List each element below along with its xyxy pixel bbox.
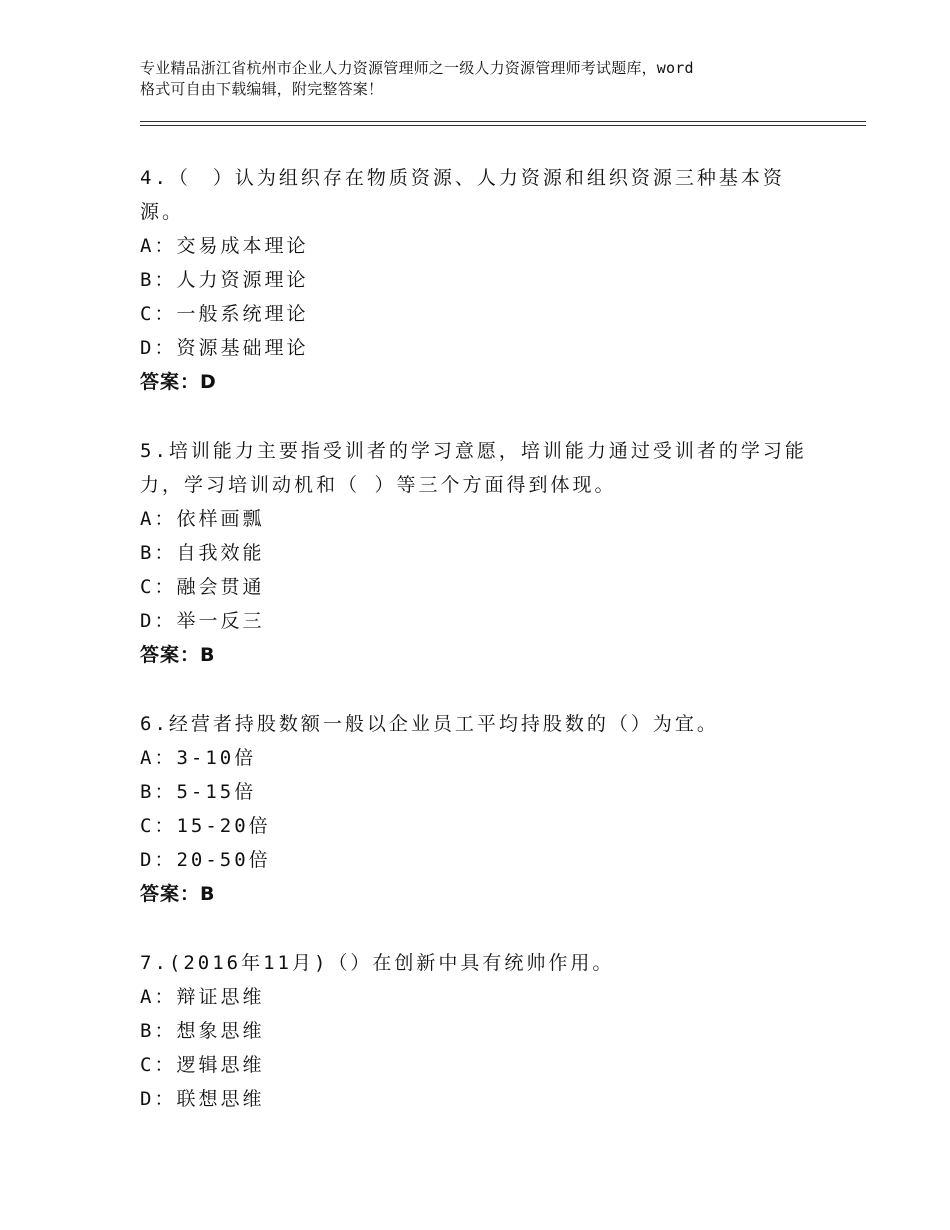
option-d: D：举一反三 — [140, 610, 265, 632]
question-stem: 7.(2016年11月)（）在创新中具有统帅作用。 — [140, 952, 615, 974]
option-b: B：人力资源理论 — [140, 269, 309, 291]
answer-label: 答案：D — [140, 371, 217, 393]
question-6 — [140, 707, 840, 911]
header-divider — [140, 121, 866, 126]
question-4 — [140, 161, 840, 399]
question-stem: 5.培训能力主要指受训者的学习意愿，培训能力通过受训者的学习能 — [140, 440, 807, 462]
option-a: A：辩证思维 — [140, 986, 265, 1008]
option-c: C：15-20倍 — [140, 815, 271, 837]
option-c: C：融会贯通 — [140, 576, 265, 598]
question-7 — [140, 946, 840, 1116]
option-a: A：交易成本理论 — [140, 235, 309, 257]
question-stem: 力，学习培训动机和（ ）等三个方面得到体现。 — [140, 474, 617, 496]
option-b: B：想象思维 — [140, 1020, 265, 1042]
question-stem: 源。 — [140, 201, 185, 223]
header-line-2: 格式可自由下载编辑，附完整答案！ — [140, 80, 384, 98]
answer-label: 答案：B — [140, 644, 216, 666]
question-stem: 6.经营者持股数额一般以企业员工平均持股数的（）为宜。 — [140, 713, 719, 735]
option-d: D：资源基础理论 — [140, 337, 309, 359]
answer-label: 答案：B — [140, 883, 216, 905]
question-5 — [140, 434, 840, 672]
option-c: C：逻辑思维 — [140, 1054, 265, 1076]
document-header — [140, 58, 840, 100]
option-b: B：5-15倍 — [140, 781, 257, 803]
option-d: D：20-50倍 — [140, 849, 271, 871]
option-a: A：依样画瓢 — [140, 508, 265, 530]
option-c: C：一般系统理论 — [140, 303, 309, 325]
option-d: D：联想思维 — [140, 1088, 265, 1110]
question-stem: 4.（ ）认为组织存在物质资源、人力资源和组织资源三种基本资 — [140, 167, 785, 189]
header-line-1: 专业精品浙江省杭州市企业人力资源管理师之一级人力资源管理师考试题库，word — [140, 59, 694, 77]
option-a: A：3-10倍 — [140, 747, 257, 769]
option-b: B：自我效能 — [140, 542, 265, 564]
